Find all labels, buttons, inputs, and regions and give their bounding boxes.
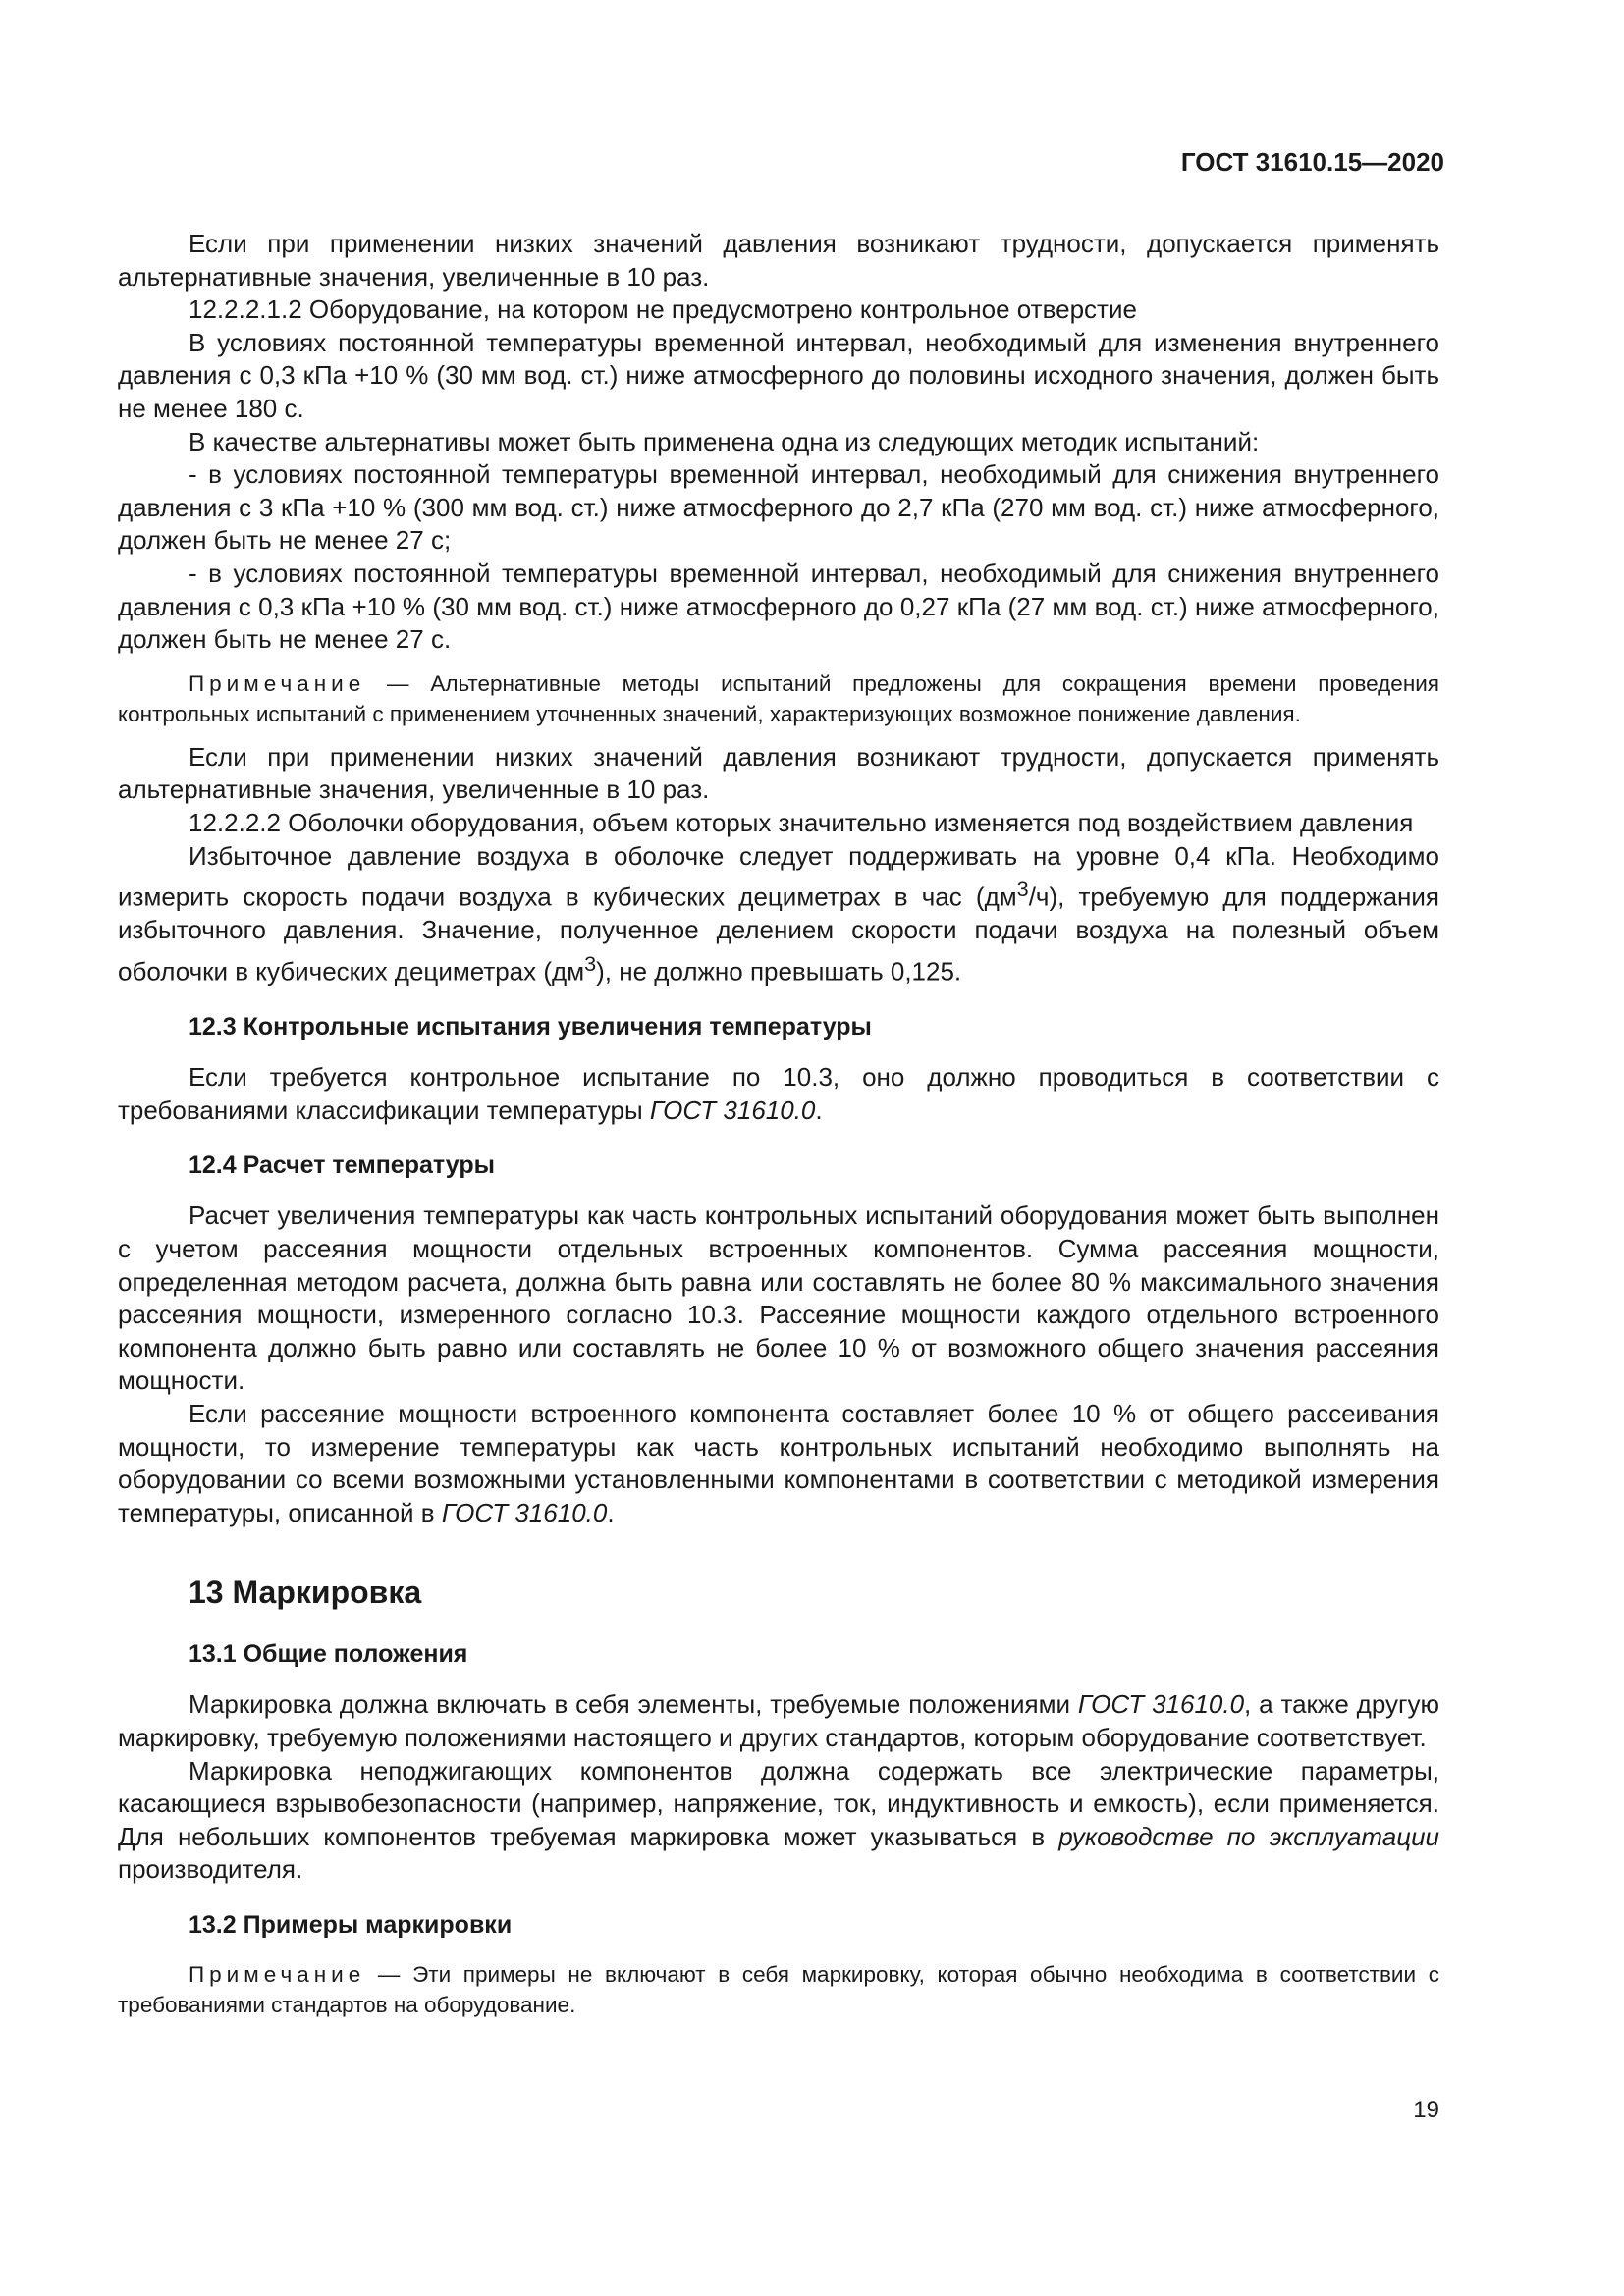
text-run: производителя. xyxy=(118,1854,303,1885)
clause-12-2-2-1-2: 12.2.2.1.2 Оборудование, на котором не предусмотрено контрольное отверстие xyxy=(189,294,1137,325)
text-run: Маркировка должна включать в себя элементы, требуемые положениями xyxy=(189,1689,1078,1720)
paragraph-12-4-a: Расчет увеличения температуры как часть контрольных испытаний оборудования может быть выполнен с учетом рассеяния мощности отдельных встроенных компонентов. Сумма рассеяния мощности, определенная методом расчета, должна быть равна или составлять не более 80 % максимального значения рассеяния мощности, измеренного согласно 10.3. Рассеяние мощности каждого отдельного встроенного компонента должно быть равно или составлять не более 10 % от возможного общего значения рассеяния мощности. xyxy=(118,1201,1439,1396)
note-text: — Эти примеры не включают в себя маркировку, которая обычно необходима в соответствии с требованиями стандартов на оборудование. xyxy=(118,1961,1439,2017)
text-run: , а также другую маркировку, требуемую положениями настоящего и других стандартов, которым оборудование соответствует. xyxy=(118,1689,1439,1752)
heading-13: 13 Маркировка xyxy=(189,1575,422,1611)
standard-reference: ГОСТ 31610.0 xyxy=(1077,1689,1245,1720)
text-run: /ч), требуемую для поддержания избыточного давления. Значение, полученное делением скорости подачи воздуха на полезный объем оболочки в кубических дециметрах (дм xyxy=(118,881,1439,987)
superscript: 3 xyxy=(1016,877,1029,902)
paragraph-12-3 xyxy=(118,1061,1439,1127)
superscript: 3 xyxy=(584,950,597,976)
standard-reference: ГОСТ 31610.0 xyxy=(649,1095,816,1125)
note-marking-examples xyxy=(118,1959,1439,2020)
text-run: . xyxy=(815,1095,823,1125)
paragraph-alt-values-1: Если при применении низких значений давления возникают трудности, допускается применять альтернативные значения, увеличенные в 10 раз. xyxy=(118,229,1439,292)
list-item-03kpa: - в условиях постоянной температуры временной интервал, необходимый для снижения внутреннего давления с 0,3 кПа +10 % (30 мм вод. ст.) ниже атмосферного до 0,27 кПа (27 мм вод. ст.) ниже атмосферного, должен быть не менее 27 с. xyxy=(118,558,1439,655)
text-run: Маркировка неподжигающих компонентов должна содержать все электрические параметры, касающиеся взрывобезопасности (например, напряжение, ток, индуктивность и емкость), если применяется. Для небольших компонентов требуемая маркировка может указываться в xyxy=(118,1755,1439,1851)
paragraph-air-supply xyxy=(118,840,1439,989)
heading-12-4: 12.4 Расчет температуры xyxy=(189,1151,495,1180)
paragraph-alternatives: В качестве альтернативы может быть применена одна из следующих методик испытаний: xyxy=(189,426,1260,456)
paragraph-12-4-b xyxy=(118,1398,1439,1529)
note-label: Примечание xyxy=(189,670,366,696)
paragraph-13-1-a xyxy=(118,1688,1439,1754)
note-text: — Альтернативные методы испытаний предложены для сокращения времени проведения контрольных испытаний с применением уточненных значений, характеризующих возможное понижение давления. xyxy=(118,670,1439,726)
text-run: Если требуется контрольное испытание по 10.3, оно должно проводиться в соответствии с требованиями классификации температуры xyxy=(118,1062,1439,1125)
list-item-3kpa: - в условиях постоянной температуры временной интервал, необходимый для снижения внутреннего давления с 3 кПа +10 % (300 мм вод. ст.) ниже атмосферного до 2,7 кПа (270 мм вод. ст.) ниже атмосферного, должен быть не менее 27 с; xyxy=(118,459,1439,556)
paragraph-alt-values-2: Если при применении низких значений давления возникают трудности, допускается применять альтернативные значения, увеличенные в 10 раз. xyxy=(118,741,1439,805)
note-alternative-methods xyxy=(118,668,1439,729)
document-header: ГОСТ 31610.15—2020 xyxy=(1180,147,1444,177)
document-body xyxy=(118,228,1439,2032)
paragraph-13-1-b xyxy=(118,1755,1439,1887)
heading-12-3: 12.3 Контрольные испытания увеличения температуры xyxy=(189,1013,872,1041)
heading-13-1: 13.1 Общие положения xyxy=(189,1640,468,1669)
note-label: Примечание xyxy=(189,1961,366,1987)
manual-reference: руководстве по эксплуатации xyxy=(1058,1821,1439,1851)
text-run: Если рассеяние мощности встроенного компонента составляет более 10 % от общего рассеивания мощности, то измерение температуры как часть контрольных испытаний необходимо выполнять на оборудовании со всеми возможными установленными компонентами в соответствии с методикой измерения температуры, описанной в xyxy=(118,1398,1439,1527)
text-run: Избыточное давление воздуха в оболочке следует поддерживать на уровне 0,4 кПа. Необходимо измерить скорость подачи воздуха в кубических дециметрах в час (дм xyxy=(118,840,1439,912)
text-run: ), не должно превышать 0,125. xyxy=(596,956,962,987)
paragraph-180s: В условиях постоянной температуры временной интервал, необходимый для изменения внутреннего давления с 0,3 кПа +10 % (30 мм вод. ст.) ниже атмосферного до половины исходного значения, должен быть не менее 180 с. xyxy=(118,327,1439,423)
page-number: 19 xyxy=(1413,2097,1439,2123)
heading-13-2: 13.2 Примеры маркировки xyxy=(189,1910,513,1939)
clause-12-2-2-2: 12.2.2.2 Оболочки оборудования, объем которых значительно изменяется под воздействием давления xyxy=(189,807,1414,837)
standard-reference: ГОСТ 31610.0 xyxy=(441,1497,608,1527)
text-run: . xyxy=(607,1497,615,1527)
